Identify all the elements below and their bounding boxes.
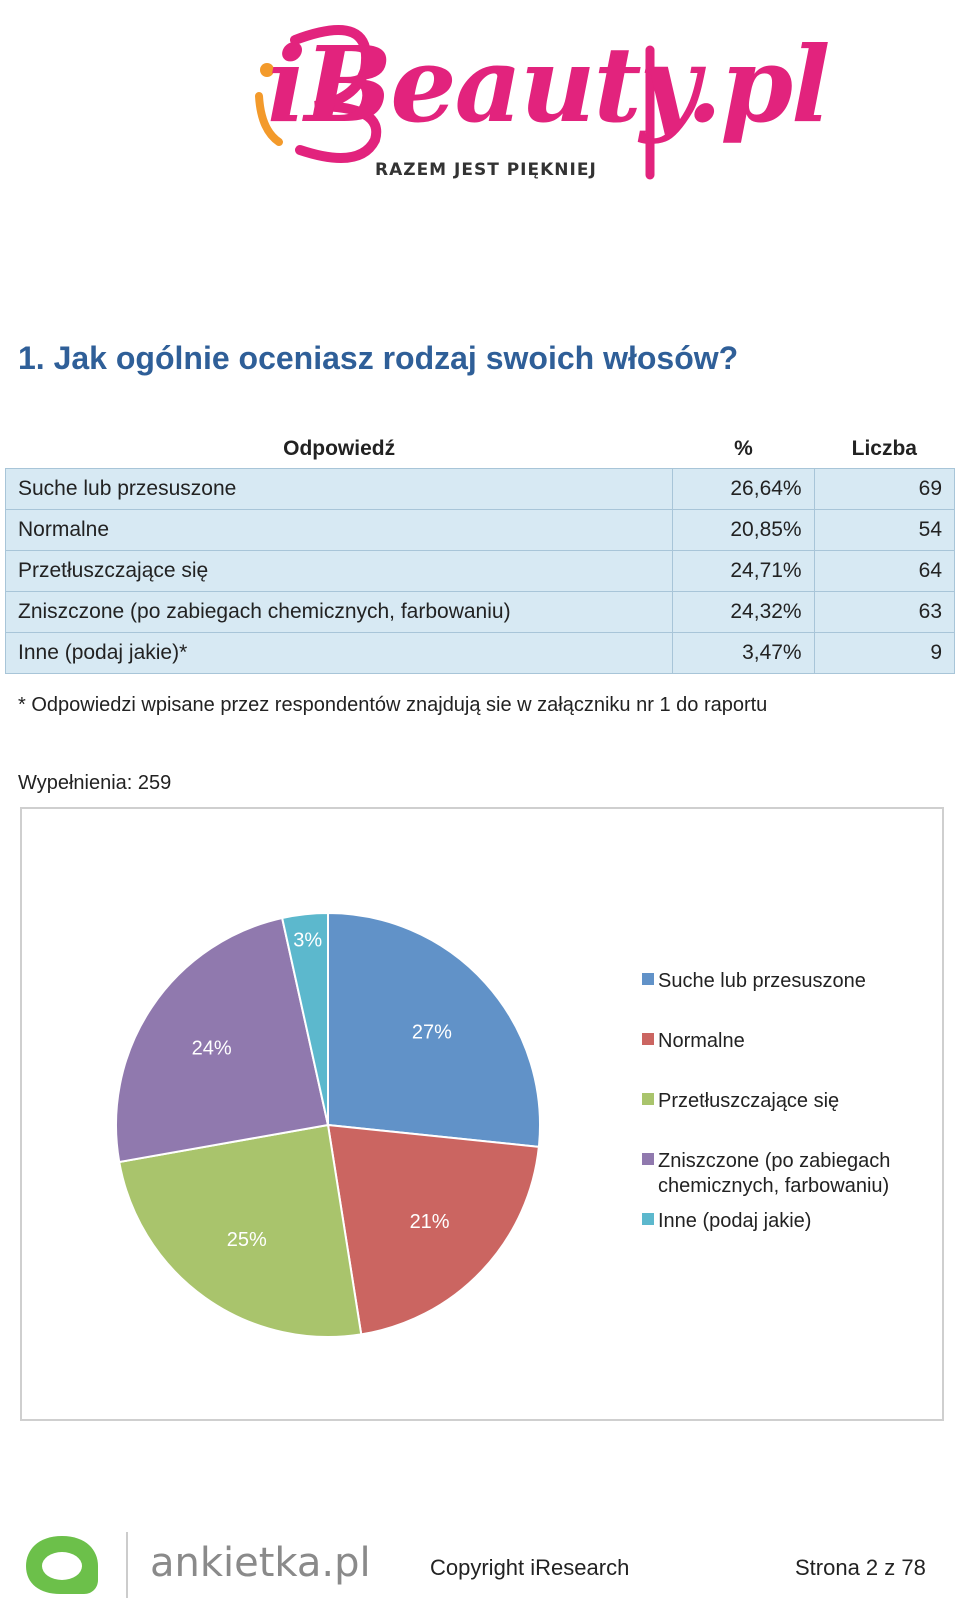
- footer-logo-text: ankietka.pl: [150, 1540, 371, 1586]
- pie-data-label: 25%: [226, 1228, 267, 1251]
- pie-data-label: 21%: [409, 1211, 450, 1234]
- footer-copyright: Copyright iResearch: [430, 1555, 630, 1580]
- row-count: 69: [814, 469, 954, 510]
- header-count: Liczba: [814, 430, 954, 469]
- pie-chart: [22, 809, 942, 1419]
- ankietka-logo: [22, 1530, 371, 1602]
- pie-data-label: 24%: [191, 1037, 232, 1060]
- pie-data-label: 3%: [293, 929, 323, 952]
- ibeauty-logo: [255, 10, 829, 200]
- row-count: 9: [814, 633, 954, 674]
- fills-count: Wypełnienia: 259: [18, 772, 172, 794]
- row-answer: Przetłuszczające się: [6, 551, 673, 592]
- row-count: 63: [814, 592, 954, 633]
- legend-swatch: [642, 1213, 654, 1225]
- answers-table: [5, 430, 955, 674]
- table-row: [6, 469, 955, 510]
- legend-label: Inne (podaj jakie): [658, 1210, 812, 1232]
- legend-label: Przetłuszczające się: [658, 1090, 840, 1112]
- header-percent: %: [673, 430, 814, 469]
- header-answer: Odpowiedź: [6, 430, 673, 469]
- row-count: 54: [814, 510, 954, 551]
- legend-swatch: [642, 1153, 654, 1165]
- row-percent: 26,64%: [673, 469, 814, 510]
- legend-swatch: [642, 973, 654, 985]
- row-answer: Suche lub przesuszone: [6, 469, 673, 510]
- row-percent: 3,47%: [673, 633, 814, 674]
- row-percent: 24,32%: [673, 592, 814, 633]
- legend-label: chemicznych, farbowaniu): [658, 1175, 890, 1197]
- table-row: [6, 551, 955, 592]
- row-percent: 24,71%: [673, 551, 814, 592]
- row-answer: Zniszczone (po zabiegach chemicznych, farbowaniu): [6, 592, 673, 633]
- row-percent: 20,85%: [673, 510, 814, 551]
- question-title: 1. Jak ogólnie oceniasz rodzaj swoich włosów?: [18, 340, 739, 376]
- row-answer: Normalne: [6, 510, 673, 551]
- legend-label: Zniszczone (po zabiegach: [658, 1150, 891, 1172]
- footer-divider: [126, 1532, 128, 1598]
- logo-tagline: RAZEM JEST PIĘKNIEJ: [375, 160, 597, 180]
- pie-data-label: 27%: [411, 1021, 452, 1044]
- row-count: 64: [814, 551, 954, 592]
- table-row: [6, 633, 955, 674]
- table-row: [6, 510, 955, 551]
- logo-wordmark: iBeauty.pl: [267, 23, 829, 146]
- row-answer: Inne (podaj jakie)*: [6, 633, 673, 674]
- pie-chart-box: [20, 807, 944, 1421]
- table-header-row: [6, 430, 955, 469]
- legend-swatch: [642, 1093, 654, 1105]
- table-footnote: * Odpowiedzi wpisane przez respondentów znajdują sie w załączniku nr 1 do raportu: [18, 694, 768, 716]
- footer-page-number: Strona 2 z 78: [795, 1555, 926, 1580]
- table-row: [6, 592, 955, 633]
- legend-label: Normalne: [658, 1030, 745, 1052]
- speech-bubble-icon: [22, 1530, 102, 1602]
- legend-label: Suche lub przesuszone: [658, 970, 866, 992]
- legend-swatch: [642, 1033, 654, 1045]
